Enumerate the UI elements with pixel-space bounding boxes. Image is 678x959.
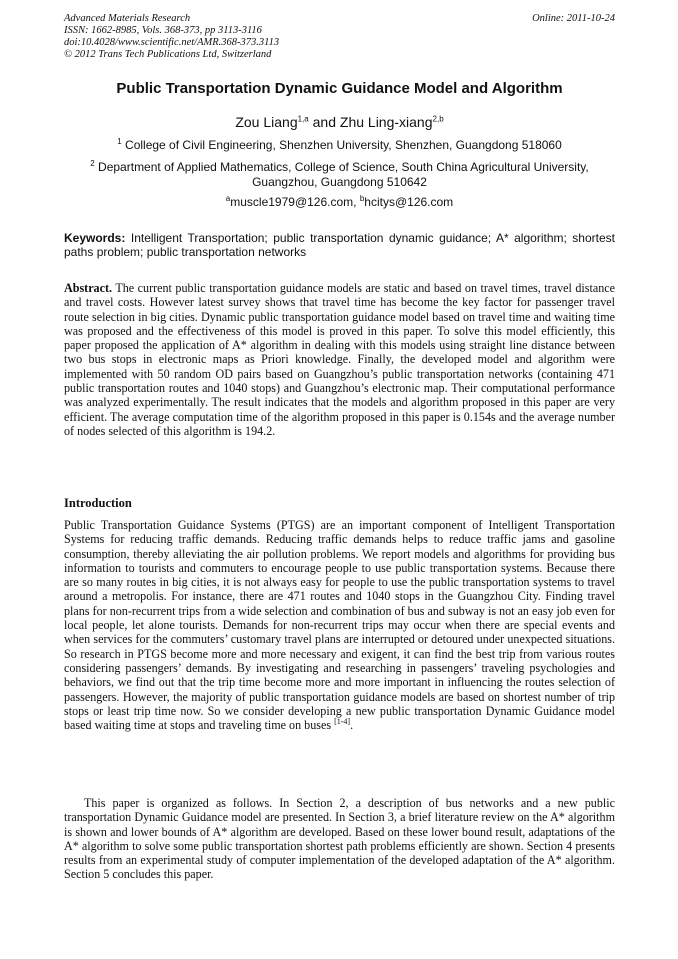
affiliation-2-marker: 2	[90, 159, 95, 168]
author-line	[64, 113, 615, 131]
author-2-affil-marker: 2,b	[432, 114, 444, 124]
affiliation-1-marker: 1	[117, 137, 122, 146]
abstract-label: Abstract.	[64, 281, 113, 295]
affiliation-1-text: College of Civil Engineering, Shenzhen University, Shenzhen, Guangdong 518060	[125, 138, 562, 152]
journal-name: Advanced Materials Research	[64, 13, 191, 24]
paper-title: Public Transportation Dynamic Guidance Model and Algorithm	[116, 80, 563, 97]
keywords-section	[64, 231, 615, 259]
journal-doi: doi:10.4028/www.scientific.net/AMR.368-373.3113	[64, 37, 280, 48]
affiliation-2-line-2: Guangzhou, Guangdong 510642	[252, 175, 427, 189]
online-date: Online: 2011-10-24	[532, 13, 615, 24]
email-b-marker: b	[359, 194, 365, 203]
paragraph-end-period: .	[350, 718, 354, 733]
email-separator: ,	[353, 195, 360, 209]
introduction-paragraph-1-text: Public Transportation Guidance Systems (PTGS) are an important component of Intelligent Transportation Systems for reducing traffic demands. Reducing traffic demands helps to reduce traffic jams and gasoline consumption, thereby alleviating the air pollution problems. We report models and algorithms for providing bus information to tourists and commuters to encourage people to use public transportation systems. Because there are so many routes in big cities, it is not always easy for people to use the public transportation systems to travel around a metropolis. For instance, there are 471 routes and 1040 stops in the Guangzhou City. Finding travel plans for non-recurrent trips from a wide selection and combination of bus and subway is not an easy job even for local people, let alone tourists. Demands for non-recurrent trips may occur when there are special events and when services for the commuters’ customary travel plans are interrupted or detoured under unexpected situations. So research in PTGS become more and more necessary and exigent, it can find the best trip from various routes considering passengers’ demands. By investigating and researching in passengers’ traveling psychologies and behaviors, we find out that the trip time become more and more important in influencing the routes selection of passengers. However, the majority of public transportation guidance models are based on shortest number of trip stops or least trip time now. So we consider developing a new public transportation Dynamic Guidance model based waiting time at stops and traveling time on buses	[64, 518, 615, 733]
journal-issn: ISSN: 1662-8985, Vols. 368-373, pp 3113-3116	[64, 25, 262, 36]
email-b[interactable]: hcitys@126.com	[364, 195, 454, 209]
keywords-label: Keywords:	[64, 231, 126, 245]
affiliation-2	[64, 160, 615, 190]
author-1-affil-marker: 1,a	[297, 114, 309, 124]
journal-copyright: © 2012 Trans Tech Publications Ltd, Switzerland	[64, 49, 272, 60]
introduction-paragraph-2: This paper is organized as follows. In Section 2, a description of bus networks and a new public transportation Dynamic Guidance model are presented. In Section 3, a brief literature review on the A* algorithm is shown and lower bounds of A* algorithm are developed. Based on these lower bound result, adaptations of the A* algorithm to solve some public transportation shortest path problems efficiently are shown. Section 4 presents results from an experimental study of computer implementation of the developed adaptation of the A* algorithm. Section 5 concludes this paper.	[64, 796, 615, 882]
author-emails	[64, 195, 615, 210]
author-conjunction: and	[308, 114, 340, 130]
journal-header	[64, 13, 615, 61]
email-a-marker: a	[225, 194, 231, 203]
citation-reference[interactable]: [1-4]	[334, 717, 351, 727]
keywords-text: Intelligent Transportation; public transportation dynamic guidance; A* algorithm; shortest paths problem; public transportation networks	[64, 231, 615, 259]
abstract-section	[64, 281, 615, 438]
affiliation-2-line-1: Department of Applied Mathematics, College of Science, South China Agricultural University,	[98, 160, 589, 174]
affiliation-1	[64, 138, 615, 153]
author-1: Zou Liang	[235, 114, 298, 130]
author-2: Zhu Ling-xiang	[339, 114, 433, 130]
abstract-text: The current public transportation guidance models are static and based on travel times, travel distance and travel costs. However latest survey shows that travel time has become the key factor for passenger travel route selection in big cities. Dynamic public transportation guidance model based on travel time and waiting time was proposed and the effectiveness of this model is proved in this paper. To solve this model efficiently, this paper proposed the application of A* algorithm in dealing with this models using straight line distance between two bus stops in electronic maps as Priori knowledge. Finally, the developed model and algorithm were implemented with 50 random OD pairs based on Guangzhou’s public transportation networks (containing 471 public transportation routes and 1040 stops) and Guangzhou’s electronic map. Their computational performance was analyzed experimentally. The result indicates that the models and algorithm proposed in this paper are very efficient. The average computation time of the algorithm proposed in this paper is 0.154s and the average number of nodes selected of this algorithm is 194.2.	[64, 281, 615, 438]
introduction-heading: Introduction	[64, 496, 132, 510]
introduction-paragraph-1	[64, 518, 615, 732]
email-a[interactable]: muscle1979@126.com	[230, 195, 354, 209]
